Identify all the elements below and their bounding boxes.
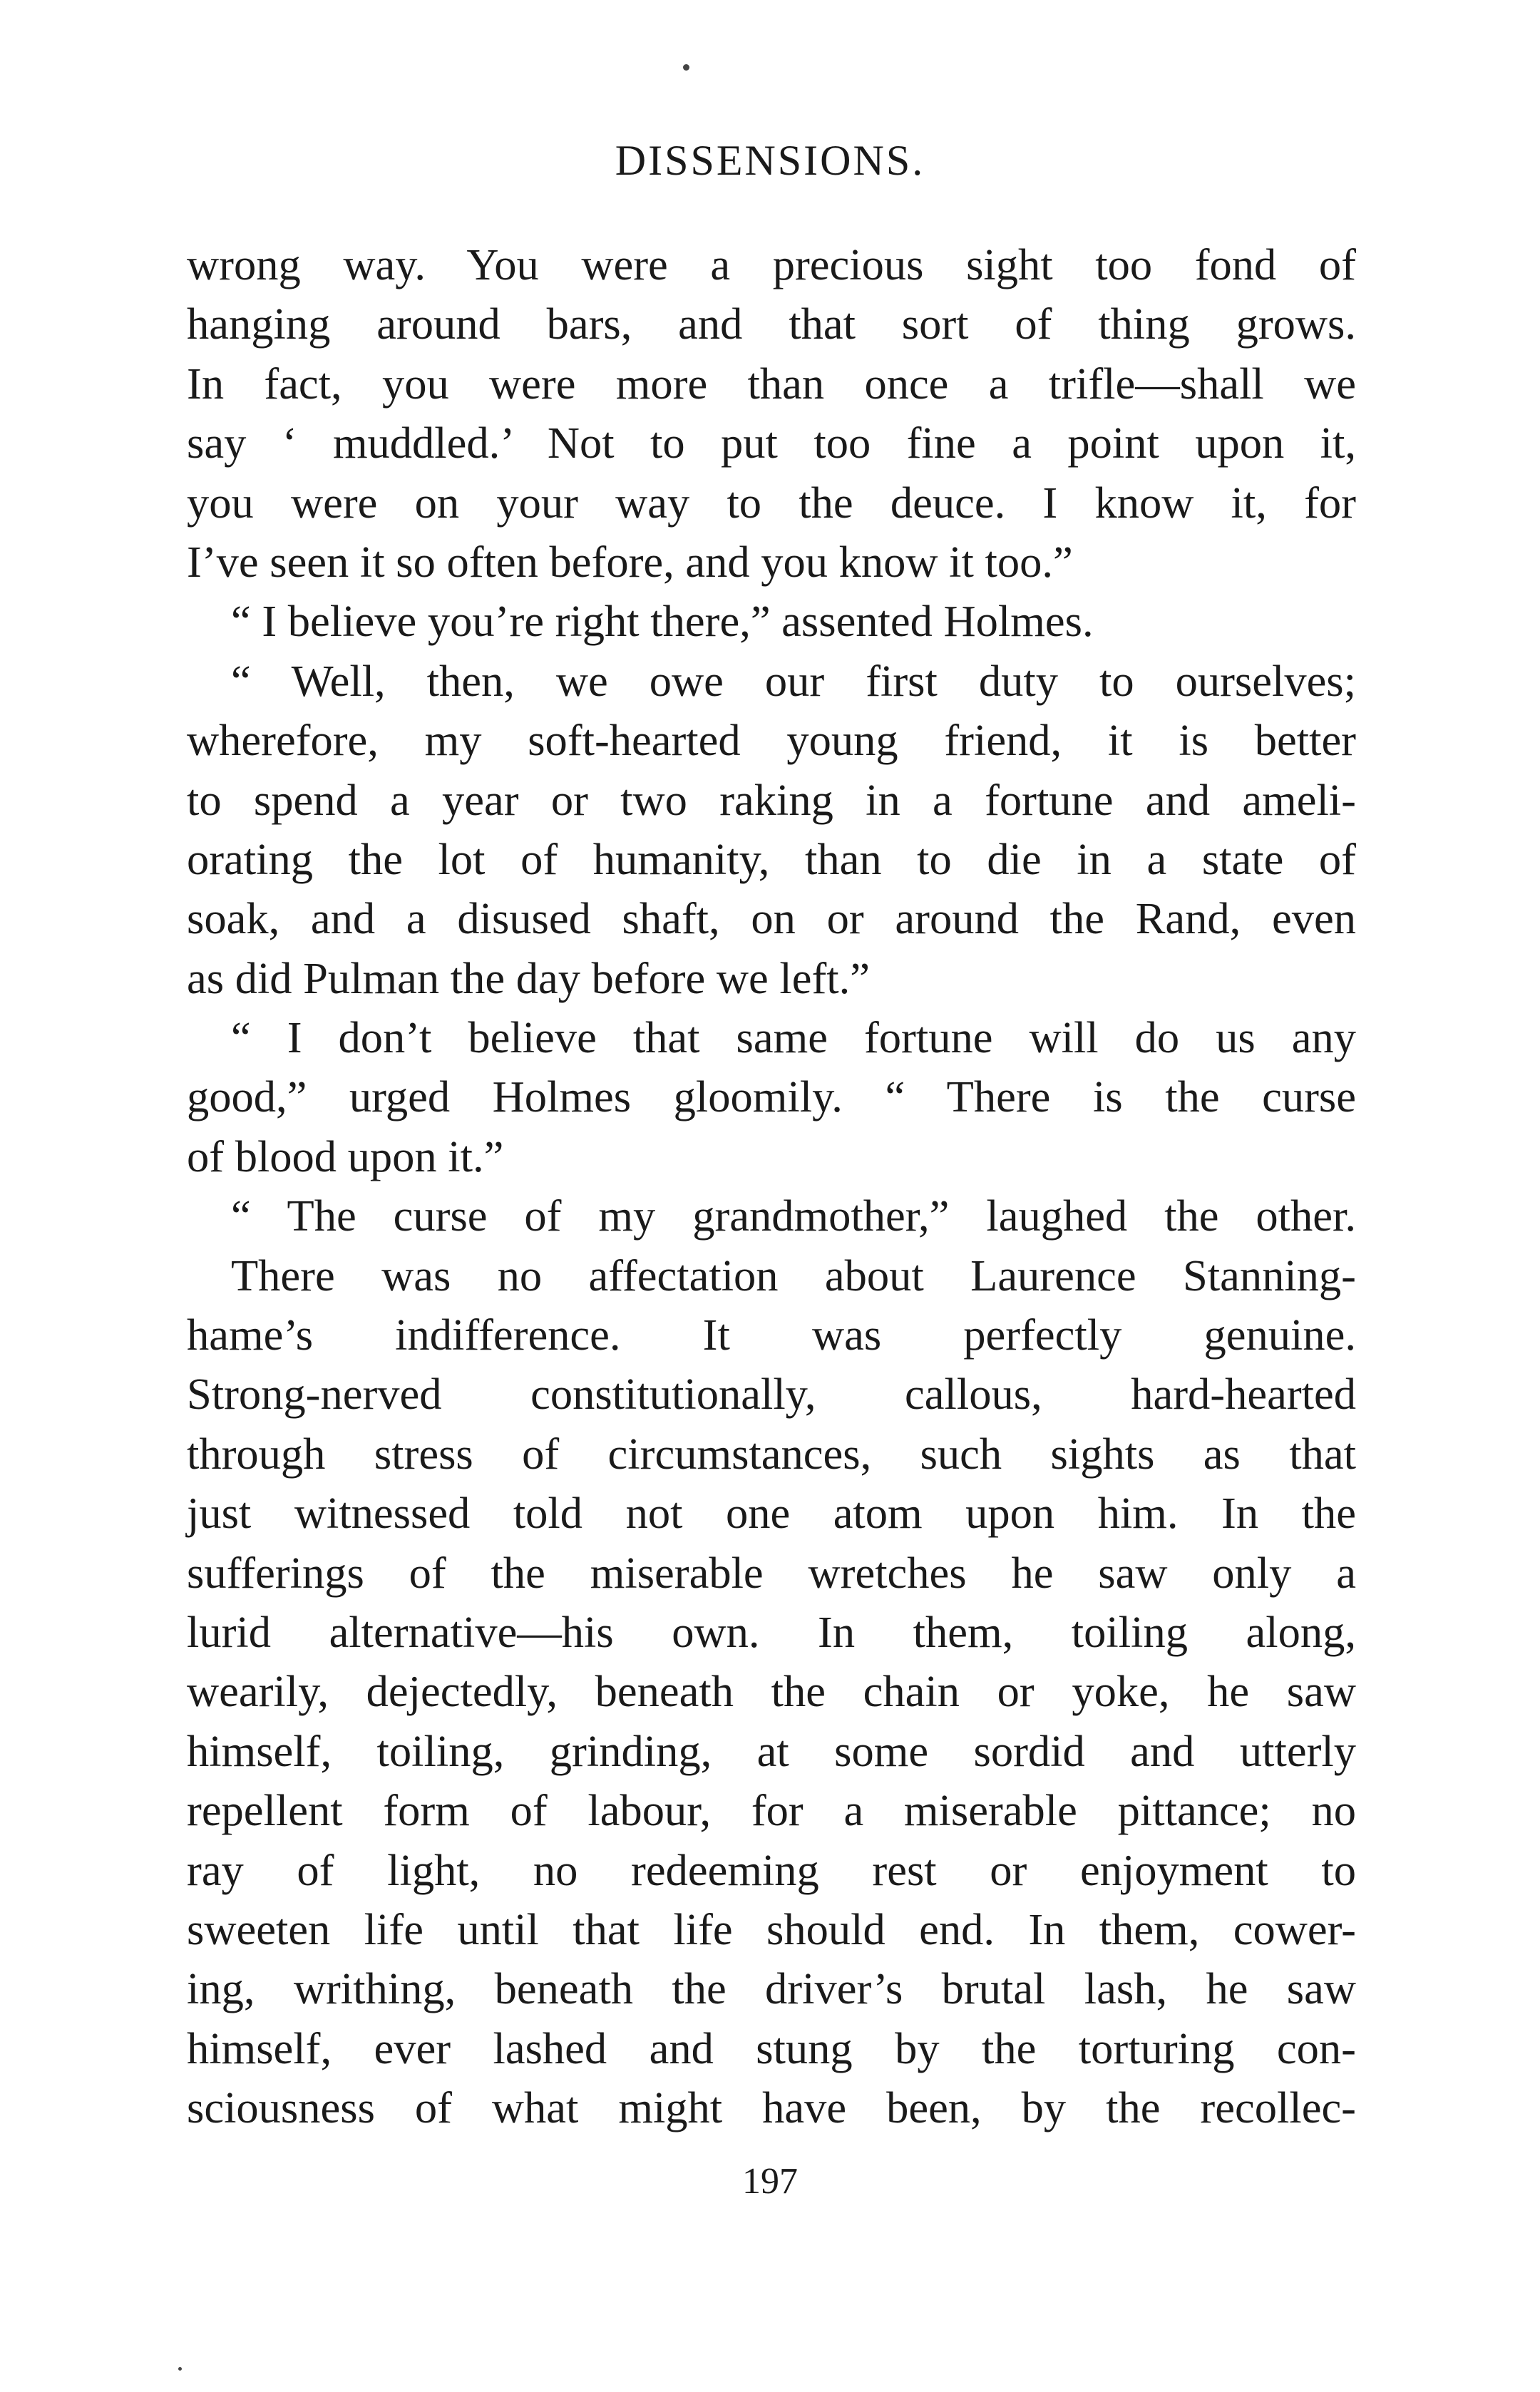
text-line: as did Pulman the day before we left.” bbox=[187, 953, 871, 1003]
text-line: sufferings of the miserable wretches he saw only a bbox=[187, 1547, 1356, 1598]
text-line: In fact, you were more than once a trifle—shall we bbox=[187, 358, 1356, 409]
text-line: good,” urged Holmes gloomily. “ There is the curse bbox=[187, 1072, 1356, 1122]
text-line: of blood upon it.” bbox=[187, 1131, 504, 1181]
page-number: 197 bbox=[742, 2161, 798, 2202]
text-line: soak, and a disused shaft, on or around the Rand, even bbox=[187, 893, 1356, 944]
text-line: say ‘ muddled.’ Not to put too fine a point upon it, bbox=[187, 418, 1356, 468]
text-line: “ I believe you’re right there,” assented Holmes. bbox=[231, 596, 1094, 647]
text-line: sweeten life until that life should end. In them, cower- bbox=[187, 1904, 1356, 1954]
text-line: ray of light, no redeeming rest or enjoyment to bbox=[187, 1844, 1356, 1895]
text-line: you were on your way to the deuce. I know it, for bbox=[187, 477, 1356, 528]
text-line: lurid alternative—his own. In them, toiling along, bbox=[187, 1606, 1356, 1657]
text-line: ing, writhing, beneath the driver’s brutal lash, he saw bbox=[187, 1964, 1356, 2014]
text-line: himself, toiling, grinding, at some sordid and utterly bbox=[187, 1725, 1356, 1776]
text-line: through stress of circumstances, such sights as that bbox=[187, 1428, 1356, 1479]
text-line: I’ve seen it so often before, and you know it too.” bbox=[187, 536, 1073, 587]
text-line: himself, ever lashed and stung by the torturing con- bbox=[187, 2023, 1356, 2073]
text-line: “ I don’t believe that same fortune will do us any bbox=[231, 1012, 1356, 1063]
text-line: wherefore, my soft-hearted young friend, it is better bbox=[187, 715, 1356, 766]
text-line: “ Well, then, we owe our first duty to ourselves; bbox=[231, 655, 1356, 706]
text-line: repellent form of labour, for a miserable pittance; no bbox=[187, 1785, 1356, 1836]
text-line: “ The curse of my grandmother,” laughed the other. bbox=[231, 1191, 1356, 1241]
text-line: hanging around bars, and that sort of thing grows. bbox=[187, 299, 1356, 349]
text-line: sciousness of what might have been, by the recollec- bbox=[187, 2083, 1356, 2133]
text-line: wrong way. You were a precious sight too fond of bbox=[187, 240, 1356, 289]
text-line: There was no affectation about Laurence Stanning- bbox=[231, 1250, 1356, 1300]
text-line: just witnessed told not one atom upon him. In the bbox=[187, 1488, 1356, 1539]
text-line: orating the lot of humanity, than to die in a state of bbox=[187, 833, 1356, 884]
ink-speck bbox=[178, 2367, 182, 2371]
text-line: hame’s indifference. It was perfectly genuine. bbox=[187, 1310, 1356, 1360]
text-line: to spend a year or two raking in a fortune and ameli- bbox=[187, 774, 1356, 825]
text-line: wearily, dejectedly, beneath the chain or yoke, he saw bbox=[187, 1666, 1356, 1717]
text-line: Strong-nerved constitutionally, callous, hard-hearted bbox=[187, 1369, 1356, 1420]
running-head: DISSENSIONS. bbox=[615, 137, 925, 184]
ink-speck bbox=[683, 64, 689, 71]
body-text bbox=[187, 235, 1356, 2138]
